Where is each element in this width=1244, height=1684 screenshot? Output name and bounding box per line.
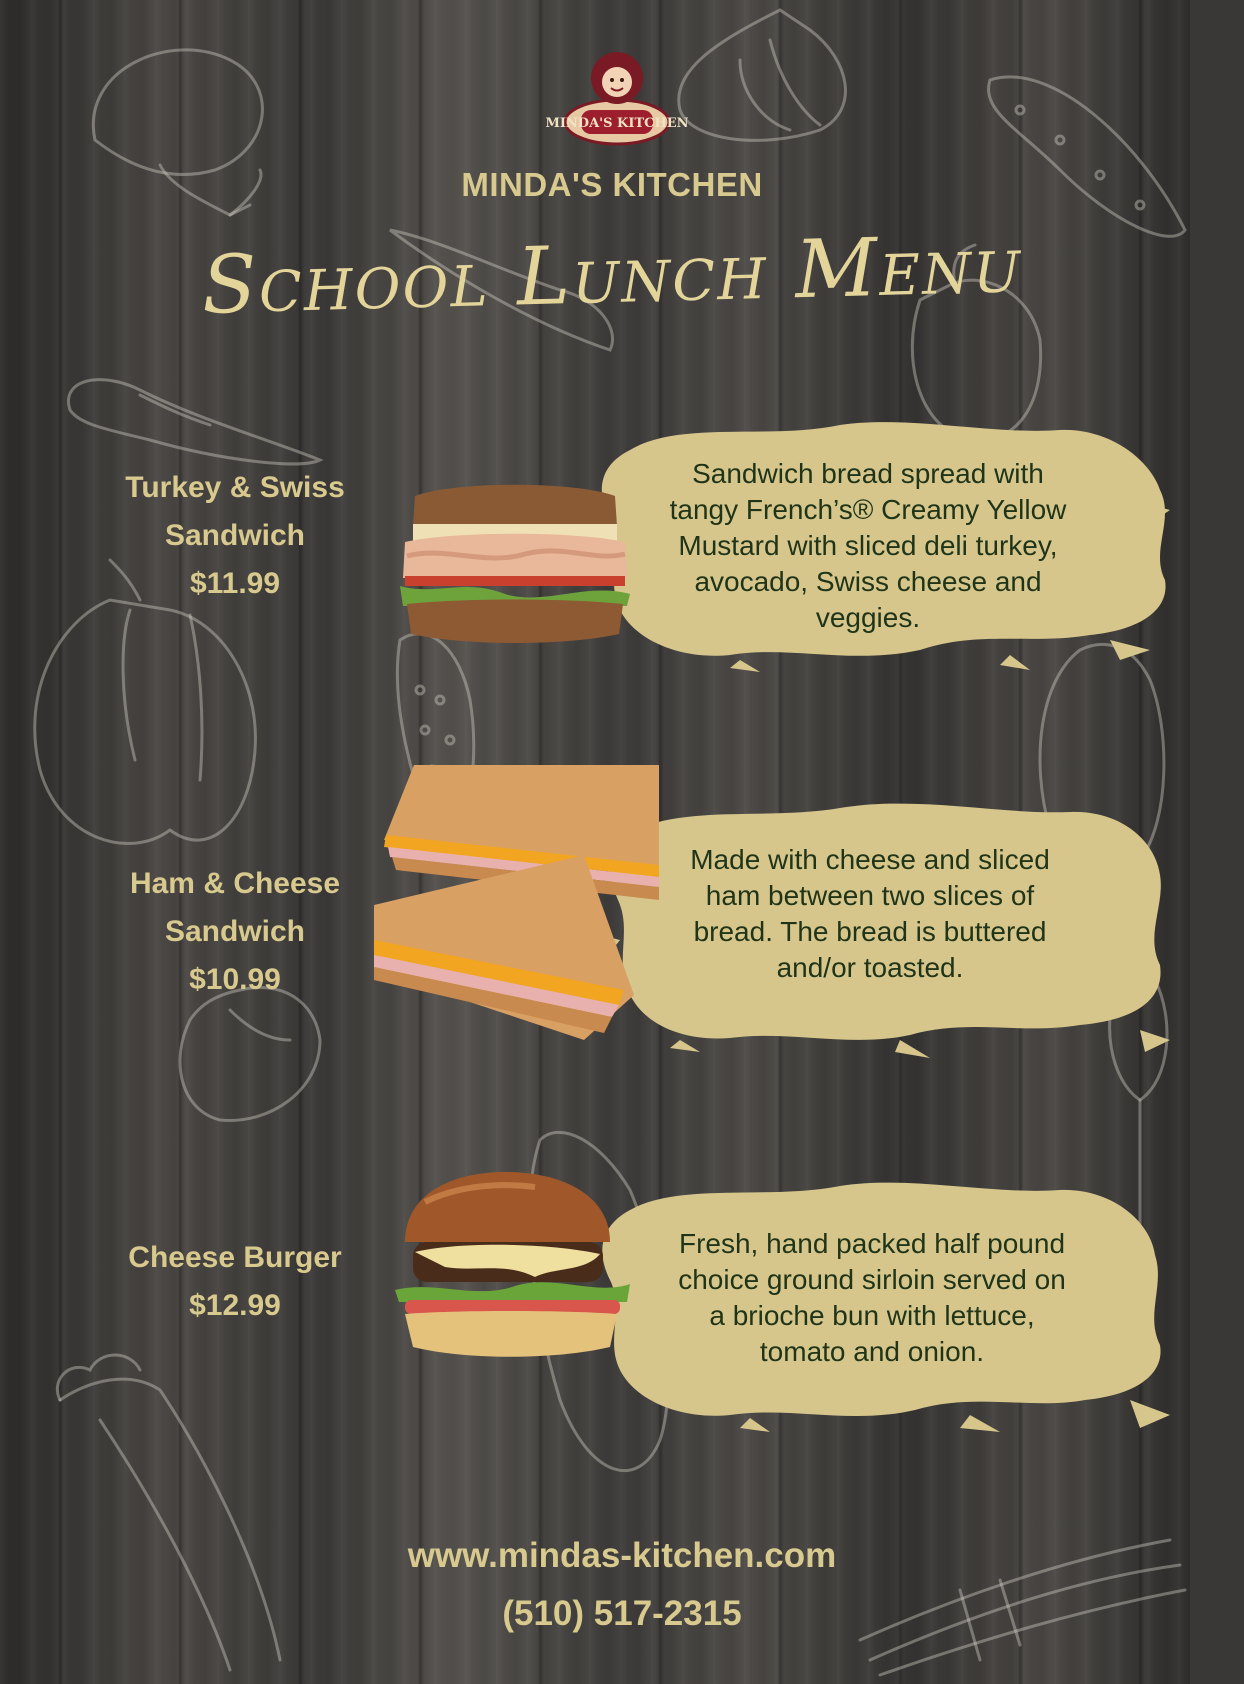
- turkey-sandwich-image: [395, 486, 635, 651]
- menu-item-1-description: Sandwich bread spread with tangy French’s® Creamy Yellow Mustard with sliced deli turkey, avocado, Swiss cheese and veggies.: [669, 458, 1067, 633]
- menu-item-1-title: [85, 464, 385, 608]
- menu-item-2-name-line-2: Sandwich: [164, 915, 306, 948]
- menu-item-1-price: $11.99: [189, 567, 281, 600]
- tomato-doodle-icon: [180, 987, 320, 1120]
- chili-doodle-icon: [68, 380, 320, 464]
- footer-phone[interactable]: (510) 517-2315: [502, 1594, 742, 1633]
- menu-item-3-description: Fresh, hand packed half pound choice ground sirloin served on a brioche bun with lettuce, tomato and onion.: [678, 1228, 1066, 1367]
- menu-item-2-description: Made with cheese and sliced ham between two slices of bread. The bread is buttered and/or toasted.: [690, 844, 1050, 983]
- menu-item-3-name-line-1: Cheese Burger: [128, 1241, 342, 1274]
- menu-headline: School Lunch Menu: [200, 217, 1024, 332]
- brand-name: MINDA'S KITCHEN: [461, 166, 763, 203]
- cucumber-doodle-icon: [988, 77, 1185, 236]
- menu-item-2-price: $10.99: [189, 963, 281, 996]
- menu-item-3-title: [85, 1234, 385, 1330]
- menu-item-2-title: [85, 860, 385, 1004]
- menu-item-2-name-line-1: Ham & Cheese: [129, 867, 341, 900]
- logo-text: MINDA'S KITCHEN: [545, 116, 689, 131]
- menu-item-1-name-line-2: Sandwich: [164, 519, 306, 552]
- onion-doodle-icon: [679, 10, 846, 140]
- menu-item-3-price: $12.99: [189, 1289, 281, 1322]
- menu-item-1-name-line-1: Turkey & Swiss: [125, 471, 345, 504]
- ham-cheese-sandwich-image: [374, 765, 664, 1045]
- cheese-burger-image: [395, 1172, 635, 1362]
- chef-logo-icon: [545, 44, 689, 148]
- footer-website[interactable]: www.mindas-kitchen.com: [407, 1536, 837, 1575]
